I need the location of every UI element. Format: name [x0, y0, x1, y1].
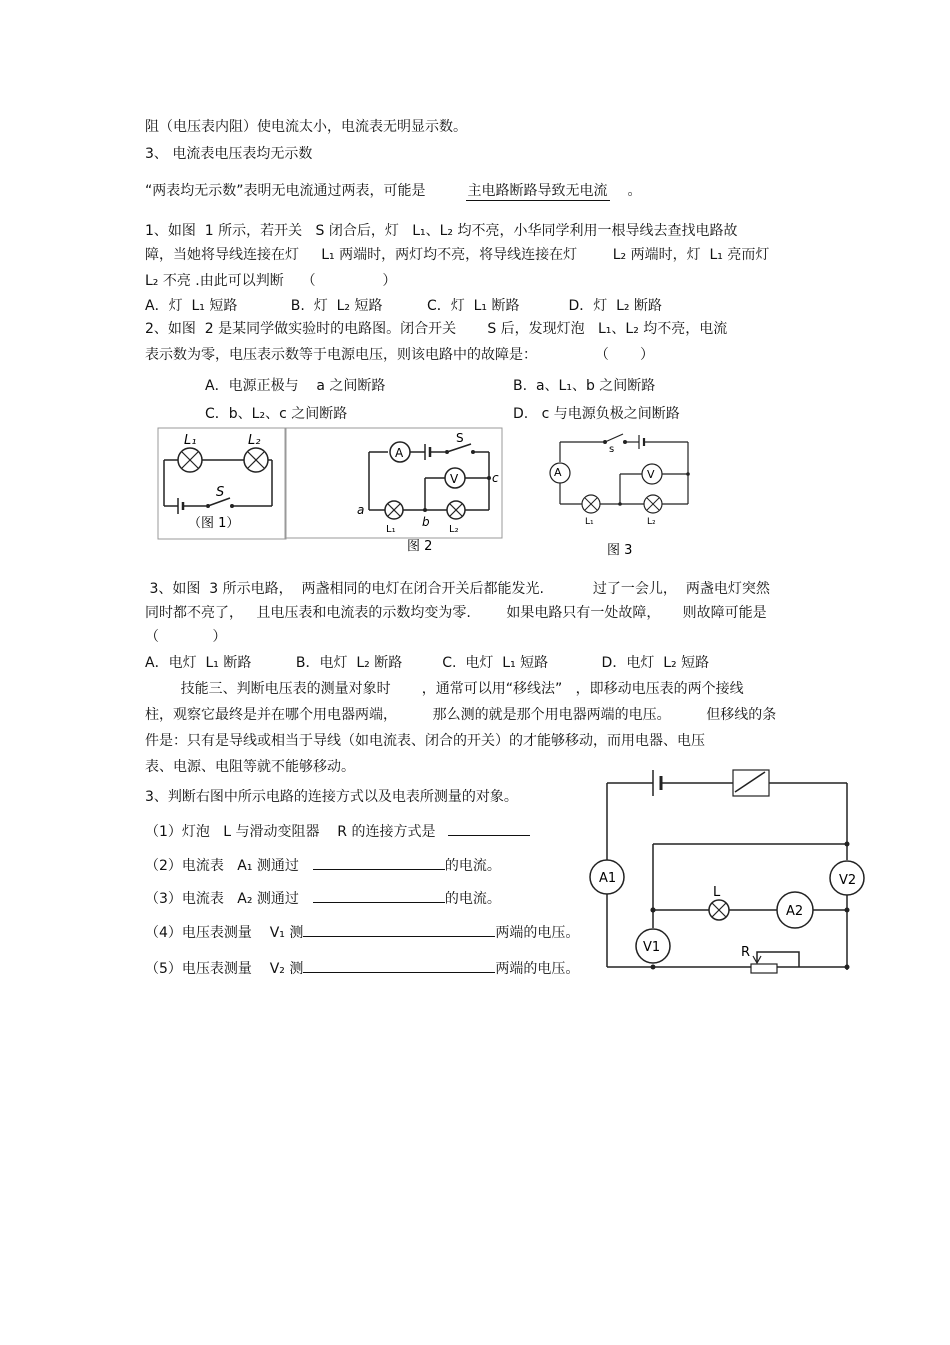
- item-text: （4）电压表测量 V₁ 测: [145, 925, 304, 941]
- figure-2-node-a: a: [357, 503, 365, 517]
- question-2-option-d: D. c 与电源负极之间断路: [513, 406, 680, 422]
- answer-blank[interactable]: [303, 957, 495, 973]
- figure-3-label-l1: L₁: [585, 517, 594, 527]
- answer-blank[interactable]: [313, 887, 445, 903]
- text-line: 阻（电压表内阻）使电流太小，电流表无明显示数。: [145, 119, 467, 135]
- question-1-line: 1、如图 1 所示，若开关 S 闭合后，灯 L₁、L₂ 均不亮，小华同学利用一根导线去查找电路故: [145, 223, 738, 239]
- figure-2-node-b: b: [422, 515, 430, 529]
- item-text: （3）电流表 A₂ 测通过: [145, 891, 299, 907]
- figure-4-r-label: R: [741, 945, 751, 960]
- figure-3-caption: 图 3: [607, 543, 633, 558]
- figure-4-l-label: L: [713, 885, 721, 900]
- figure-3-circuit: [543, 428, 695, 558]
- section-heading: 3、 电流表电压表均无示数: [145, 146, 313, 162]
- text-fragment: “两表均无示数”表明无电流通过两表，可能是: [145, 183, 426, 199]
- figure-3-ammeter-label: A: [554, 466, 562, 479]
- text-line: [145, 182, 642, 201]
- question-2-line: 表示数为零，电压表示数等于电源电压，则该电路中的故障是： （ ）: [145, 347, 655, 363]
- figure-2-ammeter-label: A: [395, 446, 404, 460]
- question-4-item-1: [145, 820, 530, 841]
- question-4-item-5: [145, 957, 579, 978]
- question-1-line: 障，当她将导线连接在灯 L₁ 两端时，两灯均不亮，将导线连接在灯 L₂ 两端时，灯 L₁ 亮而灯: [145, 247, 770, 263]
- question-2-option-a: A．电源正极与 a 之间断路: [205, 378, 386, 394]
- question-1-options: A．灯 L₁ 短路 B. 灯 L₂ 短路 C．灯 L₁ 断路 D．灯 L₂ 断路: [145, 298, 662, 314]
- question-2-line: 2、如图 2 是某同学做实验时的电路图。闭合开关 S 后，发现灯泡 L₁、L₂ 均不亮，电流: [145, 321, 728, 337]
- figure-3-label-l2: L₂: [647, 517, 656, 527]
- figure-4-v2-label: V2: [839, 873, 857, 888]
- figure-2-label-l2: L₂: [449, 524, 459, 535]
- figure-2-caption: 图 2: [407, 539, 433, 554]
- figure-2-switch-label: S: [456, 431, 464, 445]
- question-4-item-2: [145, 854, 501, 875]
- figure-4-a2-label: A2: [786, 904, 804, 919]
- item-text: （2）电流表 A₁ 测通过: [145, 858, 299, 874]
- figure-1-label-s: S: [216, 485, 225, 500]
- figure-1-caption: （图 1）: [188, 516, 240, 531]
- figure-1-label-l1: L₁: [184, 433, 197, 448]
- answer-blank[interactable]: [303, 921, 495, 937]
- figure-3-voltmeter-label: V: [647, 468, 655, 481]
- item-text: （1）灯泡 L 与滑动变阻器 R 的连接方式是: [145, 824, 436, 840]
- question-3-line: 3、如图 3 所示电路， 两盏相同的电灯在闭合开关后都能发光. 过了一会儿， 两盏电灯突然: [145, 581, 770, 597]
- skill-paragraph-line: 技能三、判断电压表的测量对象时 ，通常可以用“移线法” ，即移动电压表的两个接线: [145, 681, 744, 697]
- figure-4-v1-label: V1: [643, 940, 661, 955]
- question-3-line: 同时都不亮了， 且电压表和电流表的示数均变为零. 如果电路只有一处故障， 则故障可能是: [145, 605, 767, 621]
- figure-2-voltmeter-label: V: [450, 472, 459, 486]
- question-3-line: （ ）: [145, 629, 227, 645]
- skill-paragraph-line: 柱，观察它最终是并在哪个用电器两端， 那么测的就是那个用电器两端的电压。 但移线的条: [145, 707, 777, 723]
- skill-paragraph-line: 表、电源、电阻等就不能够移动。: [145, 759, 355, 775]
- figure-1-label-l2: L₂: [248, 433, 261, 448]
- question-1-line: L₂ 不亮 .由此可以判断 （ ）: [145, 273, 397, 289]
- filled-answer: 主电路断路导致无电流: [467, 183, 608, 199]
- figure-2-circuit: [285, 428, 503, 556]
- answer-blank[interactable]: [448, 820, 530, 836]
- skill-paragraph-line: 件是：只有是导线或相当于导线（如电流表、闭合的开关）的才能够移动，而用电器、电压: [145, 733, 705, 749]
- item-text: 的电流。: [444, 858, 501, 874]
- question-4-item-4: [145, 921, 579, 942]
- figure-1-circuit: [158, 428, 288, 540]
- figure-2-node-c: c: [492, 471, 499, 485]
- figure-4-circuit: [585, 760, 865, 985]
- question-4-item-3: [145, 887, 501, 908]
- figure-2-label-l1: L₁: [386, 524, 396, 535]
- text-fragment: 。: [627, 183, 642, 199]
- item-text: 两端的电压。: [495, 961, 580, 977]
- item-text: 两端的电压。: [495, 925, 580, 941]
- question-2-option-c: C．b、L₂、c 之间断路: [205, 406, 348, 422]
- question-2-option-b: B. a、L₁、b 之间断路: [513, 378, 656, 394]
- figure-3-switch-label: s: [609, 444, 615, 455]
- figure-4-a1-label: A1: [599, 871, 617, 886]
- question-3-options: A．电灯 L₁ 断路 B．电灯 L₂ 断路 C. 电灯 L₁ 短路 D．电灯 L₂ 短路: [145, 655, 710, 671]
- item-text: （5）电压表测量 V₂ 测: [145, 961, 304, 977]
- item-text: 的电流。: [444, 891, 501, 907]
- question-4-title: 3、判断右图中所示电路的连接方式以及电表所测量的对象。: [145, 789, 518, 805]
- answer-blank[interactable]: [313, 854, 445, 870]
